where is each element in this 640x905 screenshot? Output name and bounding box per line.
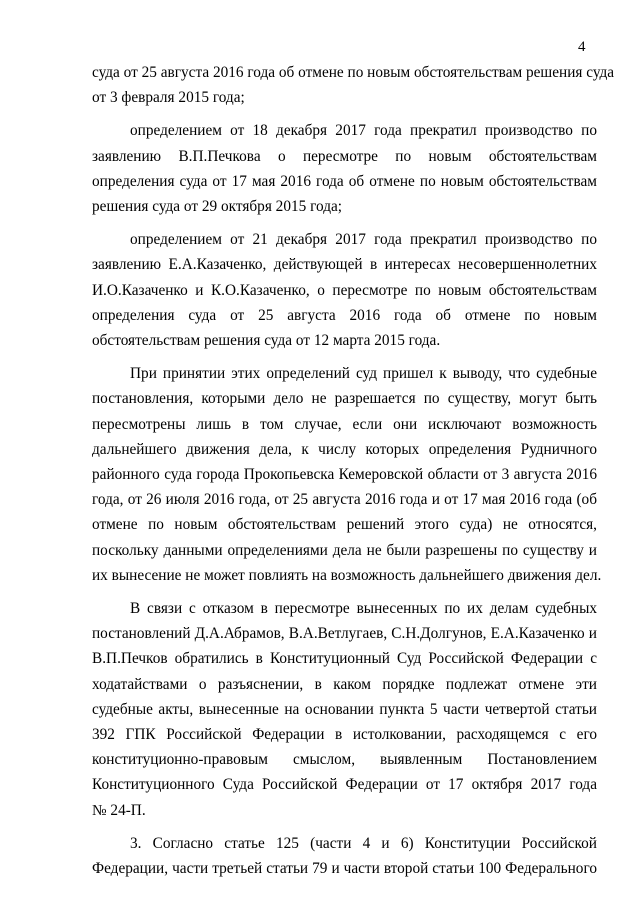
paragraph xyxy=(92,118,597,219)
paragraph xyxy=(92,227,597,353)
paragraph-gap xyxy=(92,219,597,227)
text-line: судебные акты, вынесенные на основании пункта 5 части четвертой статьи xyxy=(92,700,597,718)
text-line: ходатайствами о разъяснении, в каком порядке подлежат отмене эти xyxy=(92,675,597,693)
text-line: конституционно-правовым смыслом, выявленным Постановлением xyxy=(92,751,597,769)
paragraph xyxy=(92,831,597,881)
text-line: их вынесение не может повлиять на возможность дальнейшего движения дел. xyxy=(92,566,602,584)
paragraph-gap xyxy=(92,110,597,118)
text-line: поскольку данными определениями дела не были разрешены по существу и xyxy=(92,541,597,559)
text-line: В.П.Печков обратились в Конституционный Суд Российской Федерации с xyxy=(92,650,597,668)
text-line: 3. Согласно статье 125 (части 4 и 6) Конституции Российской xyxy=(130,834,597,852)
text-line: от 3 февраля 2015 года; xyxy=(92,89,245,107)
text-line: пересмотрены лишь в том случае, если они исключают возможность xyxy=(92,415,597,433)
text-line: суда от 25 августа 2016 года об отмене по новым обстоятельствам решения суда xyxy=(92,64,615,81)
text-line: определением от 18 декабря 2017 года прекратил производство по xyxy=(130,122,597,140)
text-line: заявлению Е.А.Казаченко, действующей в интересах несовершеннолетних xyxy=(92,256,597,274)
paragraph xyxy=(92,60,615,110)
text-line: 392 ГПК Российской Федерации в истолковании, расходящемся с его xyxy=(92,726,597,744)
text-line: № 24-П. xyxy=(92,801,146,819)
text-line: определения суда от 17 мая 2016 года об отмене по новым обстоятельствам xyxy=(92,172,597,190)
paragraph xyxy=(92,596,597,823)
text-line: районного суда города Прокопьевска Кемеровской области от 3 августа 2016 xyxy=(92,466,597,484)
text-line: При принятии этих определений суд пришел к выводу, что судебные xyxy=(130,365,597,383)
text-line: определением от 21 декабря 2017 года прекратил производство по xyxy=(130,231,597,249)
text-line: Конституционного Суда Российской Федерации от 17 октября 2017 года xyxy=(92,776,597,794)
paragraph-gap xyxy=(92,353,597,361)
text-line: постановления, которыми дело не разрешается по существу, могут быть xyxy=(92,390,597,408)
text-line: решения суда от 29 октября 2015 года; xyxy=(92,198,343,216)
text-line: отмене по новым обстоятельствам решений этого суда) не относятся, xyxy=(92,516,597,534)
text-line: Федерации, части третьей статьи 79 и части второй статьи 100 Федерального xyxy=(92,860,597,878)
text-line: заявлению В.П.Печкова о пересмотре по новым обстоятельствам xyxy=(92,147,597,165)
paragraph-gap xyxy=(92,588,597,596)
paragraph-gap xyxy=(92,823,597,831)
text-line: года, от 26 июля 2016 года, от 25 августа 2016 года и от 17 мая 2016 года (об xyxy=(92,491,597,509)
text-line: дальнейшего движения дела, к числу которых определения Рудничного xyxy=(92,440,597,458)
text-line: В связи с отказом в пересмотре вынесенных по их делам судебных xyxy=(130,600,597,618)
text-line: постановлений Д.А.Абрамов, В.А.Ветлугаев, С.Н.Долгунов, Е.А.Казаченко и xyxy=(92,625,597,643)
document-body xyxy=(92,60,615,881)
text-line: определения суда от 25 августа 2016 года об отмене по новым xyxy=(92,306,597,324)
page-number: 4 xyxy=(578,39,586,55)
text-line: обстоятельствам решения суда от 12 марта 2015 года. xyxy=(92,332,441,350)
paragraph xyxy=(92,361,602,588)
text-line: И.О.Казаченко и К.О.Казаченко, о пересмотре по новым обстоятельствам xyxy=(92,281,597,299)
